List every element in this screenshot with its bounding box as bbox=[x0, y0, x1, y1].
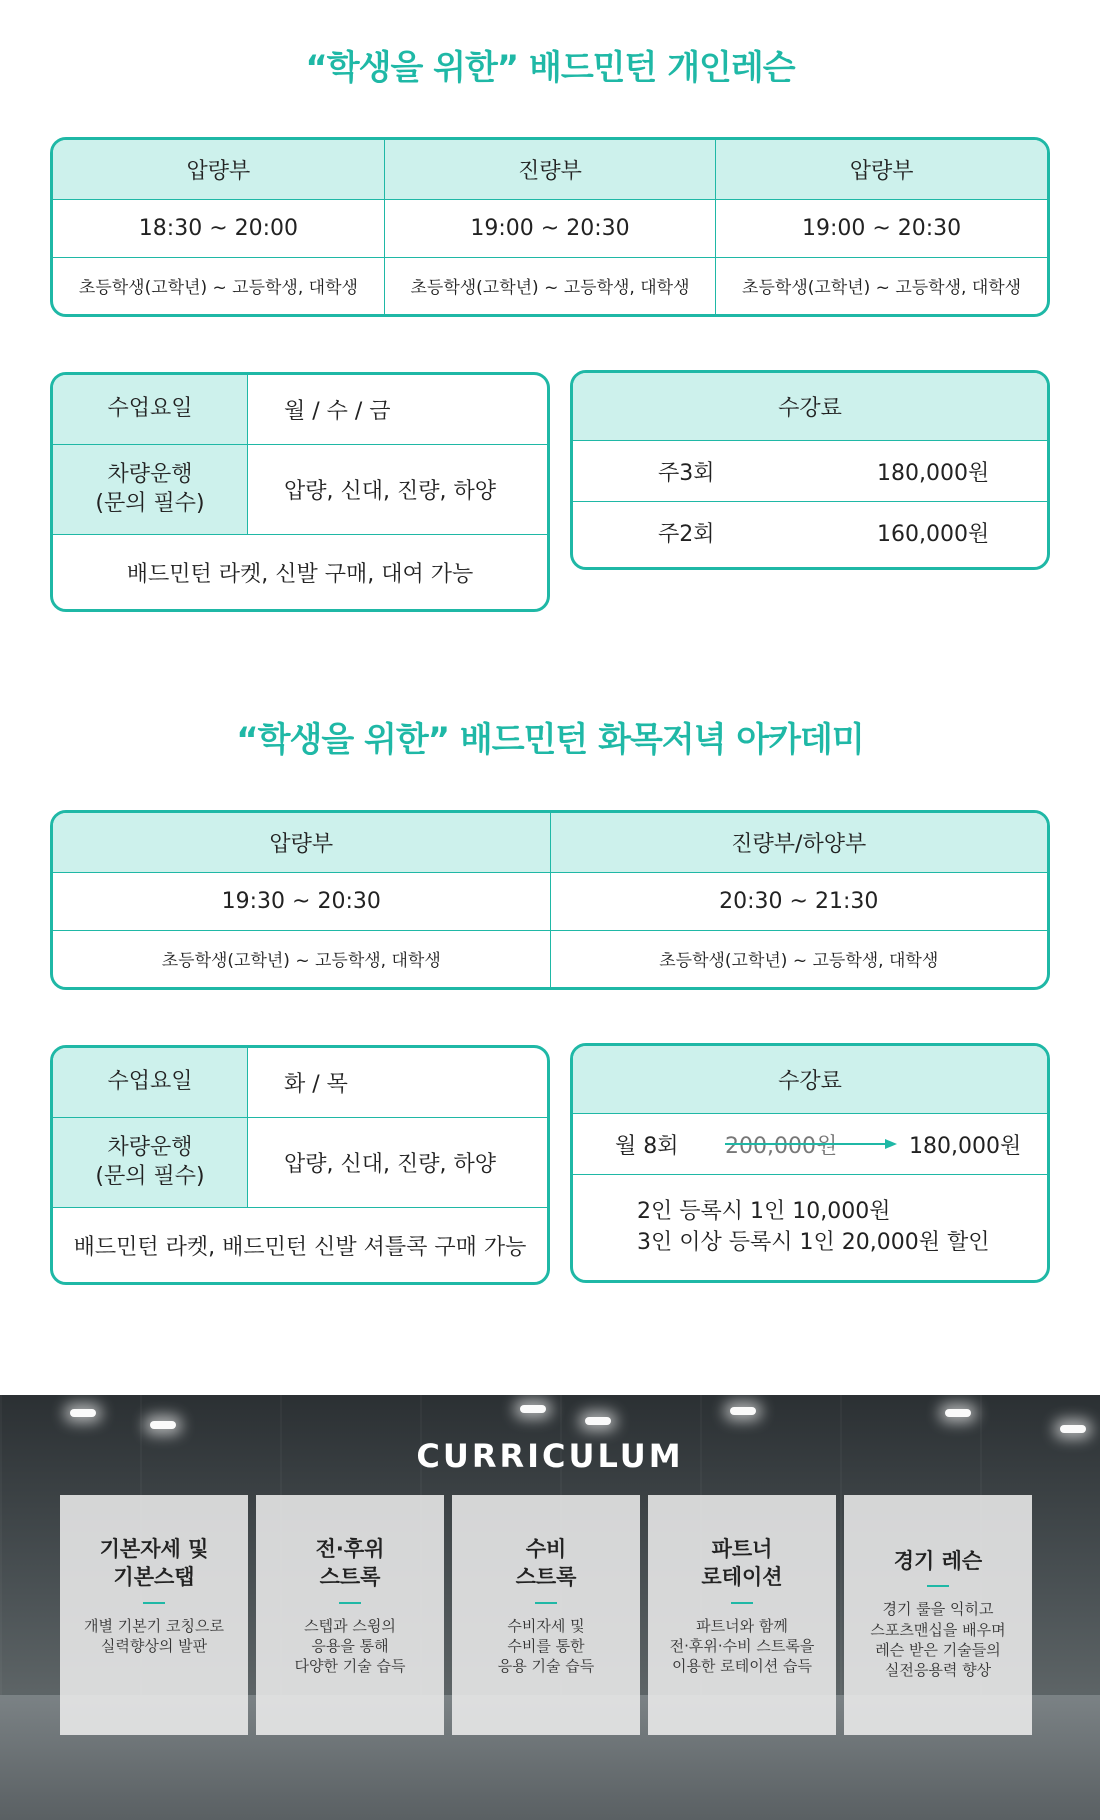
discount-three: 3인 이상 등록시 1인 20,000원 할인 bbox=[637, 1229, 990, 1255]
section1-title: “학생을 위한” 배드민턴 개인레슨 bbox=[305, 48, 795, 88]
section1-schedule-table bbox=[50, 137, 1050, 317]
fee-row bbox=[573, 502, 1047, 562]
shuttle-label: 차량운행 (문의 필수) bbox=[53, 1118, 248, 1208]
schedule-time: 19:00 ~ 20:30 bbox=[384, 199, 715, 257]
fee-row bbox=[573, 1114, 1047, 1175]
fee-label: 주2회 bbox=[658, 521, 715, 547]
curriculum-card bbox=[648, 1495, 836, 1735]
ceiling-light bbox=[730, 1407, 756, 1415]
fee-row bbox=[573, 441, 1047, 502]
ceiling-light bbox=[520, 1405, 546, 1413]
ceiling-light bbox=[150, 1421, 176, 1429]
schedule-time: 20:30 ~ 21:30 bbox=[550, 872, 1047, 930]
shuttle-value: 압량, 신대, 진량, 하양 bbox=[248, 445, 547, 535]
fee-price: 180,000원 bbox=[877, 460, 990, 486]
class-day-value: 월 / 수 / 금 bbox=[248, 375, 547, 445]
section2-schedule-table bbox=[50, 810, 1050, 990]
curriculum-title: CURRICULUM bbox=[416, 1437, 684, 1475]
card-title: 기본자세 및 기본스탭 bbox=[99, 1537, 209, 1590]
card-divider bbox=[731, 1602, 753, 1604]
card-divider bbox=[535, 1602, 557, 1604]
section1-info-box bbox=[50, 372, 550, 612]
card-title: 전·후위 스트록 bbox=[315, 1537, 385, 1590]
card-title: 경기 레슨 bbox=[893, 1549, 983, 1573]
curriculum-card bbox=[452, 1495, 640, 1735]
discount-info bbox=[573, 1175, 1047, 1259]
card-desc: 수비자세 및 수비를 통한 응용 기술 습득 bbox=[497, 1616, 595, 1676]
schedule-time: 19:00 ~ 20:30 bbox=[716, 199, 1047, 257]
curriculum-card bbox=[256, 1495, 444, 1735]
schedule-time: 18:30 ~ 20:00 bbox=[53, 199, 384, 257]
card-title: 수비 스트록 bbox=[515, 1537, 577, 1590]
ceiling-light bbox=[945, 1409, 971, 1417]
schedule-grade: 초등학생(고학년) ~ 고등학생, 대학생 bbox=[384, 257, 715, 314]
discount-two: 2인 등록시 1인 10,000원 bbox=[637, 1199, 891, 1224]
schedule-branch: 압량부 bbox=[53, 813, 550, 872]
schedule-branch: 진량부 bbox=[384, 140, 715, 199]
section1-fee-box bbox=[570, 370, 1050, 570]
ceiling-light bbox=[1060, 1425, 1086, 1433]
section2-title: “학생을 위한” 배드민턴 화목저녁 아카데미 bbox=[236, 720, 864, 760]
equipment-note: 배드민턴 라켓, 배드민턴 신발 셔틀콕 구매 가능 bbox=[73, 1234, 527, 1260]
card-title: 파트너 로테이션 bbox=[701, 1537, 783, 1590]
equipment-note: 배드민턴 라켓, 신발 구매, 대여 가능 bbox=[126, 561, 474, 587]
curriculum-card bbox=[844, 1495, 1032, 1735]
class-day-label: 수업요일 bbox=[53, 375, 248, 445]
card-desc: 개별 기본기 코칭으로 실력향상의 발판 bbox=[84, 1616, 224, 1655]
fee-price: 160,000원 bbox=[877, 521, 990, 547]
card-divider bbox=[143, 1602, 165, 1604]
schedule-grade: 초등학생(고학년) ~ 고등학생, 대학생 bbox=[659, 951, 939, 972]
curriculum-card bbox=[60, 1495, 248, 1735]
shuttle-label: 차량운행 (문의 필수) bbox=[53, 445, 248, 535]
section2-info-box bbox=[50, 1045, 550, 1285]
card-desc: 파트너와 함께 전·후위·수비 스트록을 이용한 로테이션 습득 bbox=[669, 1616, 815, 1676]
old-price: 200,000원 bbox=[725, 1133, 838, 1159]
shuttle-value: 압량, 신대, 진량, 하양 bbox=[248, 1118, 547, 1208]
fee-title: 수강료 bbox=[573, 373, 1047, 441]
fee-label: 주3회 bbox=[658, 460, 715, 486]
section2-fee-box bbox=[570, 1043, 1050, 1283]
fee-label: 월 8회 bbox=[615, 1133, 679, 1159]
ceiling-light bbox=[585, 1417, 611, 1425]
card-divider bbox=[339, 1602, 361, 1604]
class-day-value: 화 / 목 bbox=[248, 1048, 547, 1118]
schedule-branch: 진량부/하양부 bbox=[550, 813, 1047, 872]
schedule-grade: 초등학생(고학년) ~ 고등학생, 대학생 bbox=[742, 278, 1022, 299]
class-day-label: 수업요일 bbox=[53, 1048, 248, 1118]
schedule-grade: 초등학생(고학년) ~ 고등학생, 대학생 bbox=[53, 257, 384, 314]
card-divider bbox=[927, 1585, 949, 1587]
card-desc: 스텝과 스윙의 응용을 통해 다양한 기술 습득 bbox=[294, 1616, 406, 1676]
ceiling-light bbox=[70, 1409, 96, 1417]
curriculum-section bbox=[0, 1395, 1100, 1820]
schedule-time: 19:30 ~ 20:30 bbox=[53, 872, 550, 930]
schedule-grade: 초등학생(고학년) ~ 고등학생, 대학생 bbox=[53, 930, 550, 987]
new-price: 180,000원 bbox=[909, 1133, 1022, 1159]
fee-title: 수강료 bbox=[573, 1046, 1047, 1114]
schedule-branch: 압량부 bbox=[53, 140, 384, 199]
card-desc: 경기 룰을 익히고 스포츠맨십을 배우며 레슨 받은 기술들의 실전응용력 향상 bbox=[870, 1600, 1006, 1680]
arrow-right-icon bbox=[725, 1138, 897, 1150]
schedule-branch: 압량부 bbox=[716, 140, 1047, 199]
